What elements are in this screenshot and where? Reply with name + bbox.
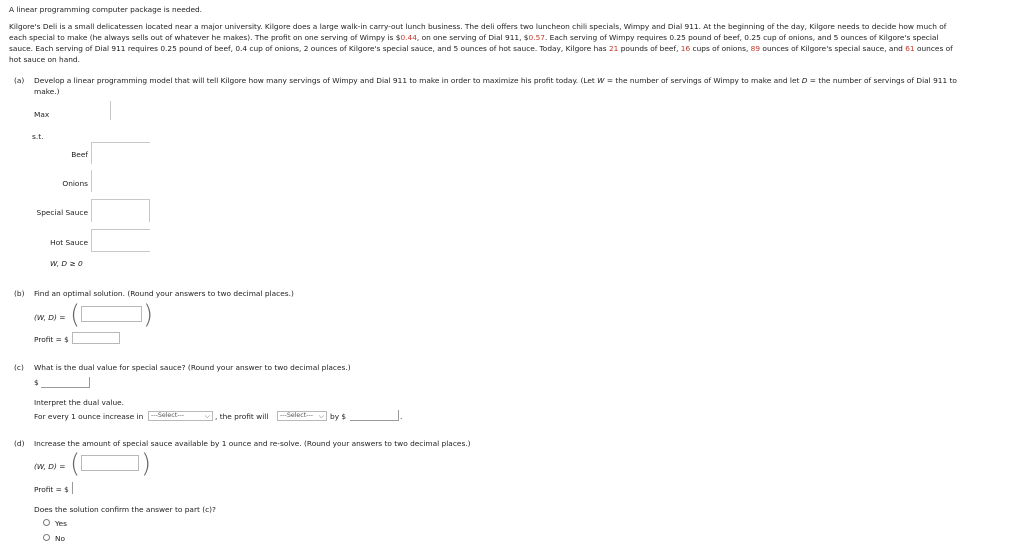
intro-text: A linear programming computer package is needed. [9,5,203,14]
part-d-profit-label: Profit = $ [34,485,69,494]
constraint-beef-input[interactable] [91,142,150,164]
constraint-special-sauce-input[interactable] [91,199,150,222]
part-c-dual-input[interactable] [41,377,90,388]
part-c-sentence-middle: , the profit will [215,412,269,421]
dial-profit: 0.57 [528,33,545,42]
part-b-profit-input[interactable] [72,332,120,344]
problem-line-2: each special to make (he always sells out of whatever he makes). The profit on one serving of Wimpy is $0.44, on one serving of Dial 911, $0.57. Each serving of Wimpy requires 0.25 pound of beef, 0.25 cup of onions, and 5 ounces of Kilgore's special [9,33,939,42]
close-paren-icon: ) [141,449,152,479]
st-label: s.t. [32,132,44,141]
radio-no-label: No [55,534,66,543]
part-d-confirm-question: Does the solution confirm the answer to part (c)? [34,505,216,514]
part-a-label: (a) [14,76,25,85]
nonnegativity-label: W, D ≥ 0 [50,259,83,268]
radio-yes[interactable] [43,519,50,526]
sauce-available: 89 [750,44,761,53]
close-paren-icon: ) [143,300,154,330]
part-d-wd-input[interactable] [81,455,139,471]
constraint-onions-input[interactable] [91,170,150,192]
max-label: Max [34,110,50,119]
part-c-dollar-label: $ [34,378,39,387]
chevron-down-icon: ⌵ [318,412,324,420]
part-c-direction-select[interactable]: ---Select--- ⌵ [277,411,327,421]
constraint-special-sauce-label: Special Sauce [36,208,88,217]
part-b-label: (b) [14,289,25,298]
part-a-question-line-2: make.) [34,87,60,96]
part-b-profit-label: Profit = $ [34,335,69,344]
radio-no[interactable] [43,534,50,541]
chevron-down-icon: ⌵ [204,412,210,420]
problem-line-1: Kilgore's Deli is a small delicatessen located near a major university. Kilgore does a large walk-in carry-out lunch business. The deli offers two luncheon chili specials, Wimpy and Dial 911. At the beginning of the day, Kilgore needs to decide how much of [9,22,947,31]
onion-available: 16 [680,44,691,53]
part-c-sentence-start: For every 1 ounce increase in [34,412,144,421]
part-b-wd-input[interactable] [81,306,142,322]
part-c-amount-input[interactable] [350,410,399,421]
constraint-hot-sauce-label: Hot Sauce [50,238,88,247]
part-c-label: (c) [14,363,24,372]
part-c-question: What is the dual value for special sauce? (Round your answer to two decimal places.) [34,363,351,372]
part-b-wd-label: (W, D) = [34,313,66,322]
part-a-question-line-1: Develop a linear programming model that will tell Kilgore how many servings of Wimpy and Dial 911 to make in order to maximize his profit today. (Let W = the number of servings of Wimpy to make and let D = the number of servings of Dial 911 to [34,76,957,85]
part-d-question: Increase the amount of special sauce available by 1 ounce and re-solve. (Round your answers to two decimal places.) [34,439,471,448]
part-d-wd-label: (W, D) = [34,462,66,471]
wimpy-profit: 0.44 [400,33,417,42]
part-c-resource-select[interactable]: ---Select--- ⌵ [148,411,213,421]
part-b-question: Find an optimal solution. (Round your answers to two decimal places.) [34,289,294,298]
part-d-label: (d) [14,439,25,448]
constraint-beef-label: Beef [71,150,88,159]
part-c-period: . [400,412,403,421]
radio-yes-label: Yes [55,519,67,528]
open-paren-icon: ( [70,449,81,479]
problem-line-3: sauce. Each serving of Dial 911 requires 0.25 pound of beef, 0.4 cup of onions, 2 ounces of Kilgore's special sauce, and 5 ounces of hot sauce. Today, Kilgore has 21 pounds of beef, 16 cups of onions, 89 ounces of Kilgore's special sauce, and 61 ounces of [9,44,953,53]
open-paren-icon: ( [70,300,81,330]
constraint-hot-sauce-input[interactable] [91,229,150,252]
beef-available: 21 [608,44,619,53]
hot-sauce-available: 61 [905,44,915,53]
constraint-onions-label: Onions [62,179,88,188]
objective-input[interactable] [53,101,111,120]
part-c-sentence-end: by $ [330,412,347,421]
problem-line-4: hot sauce on hand. [9,55,80,64]
part-c-interpret-label: Interpret the dual value. [34,398,125,407]
part-d-profit-input[interactable] [72,482,74,494]
